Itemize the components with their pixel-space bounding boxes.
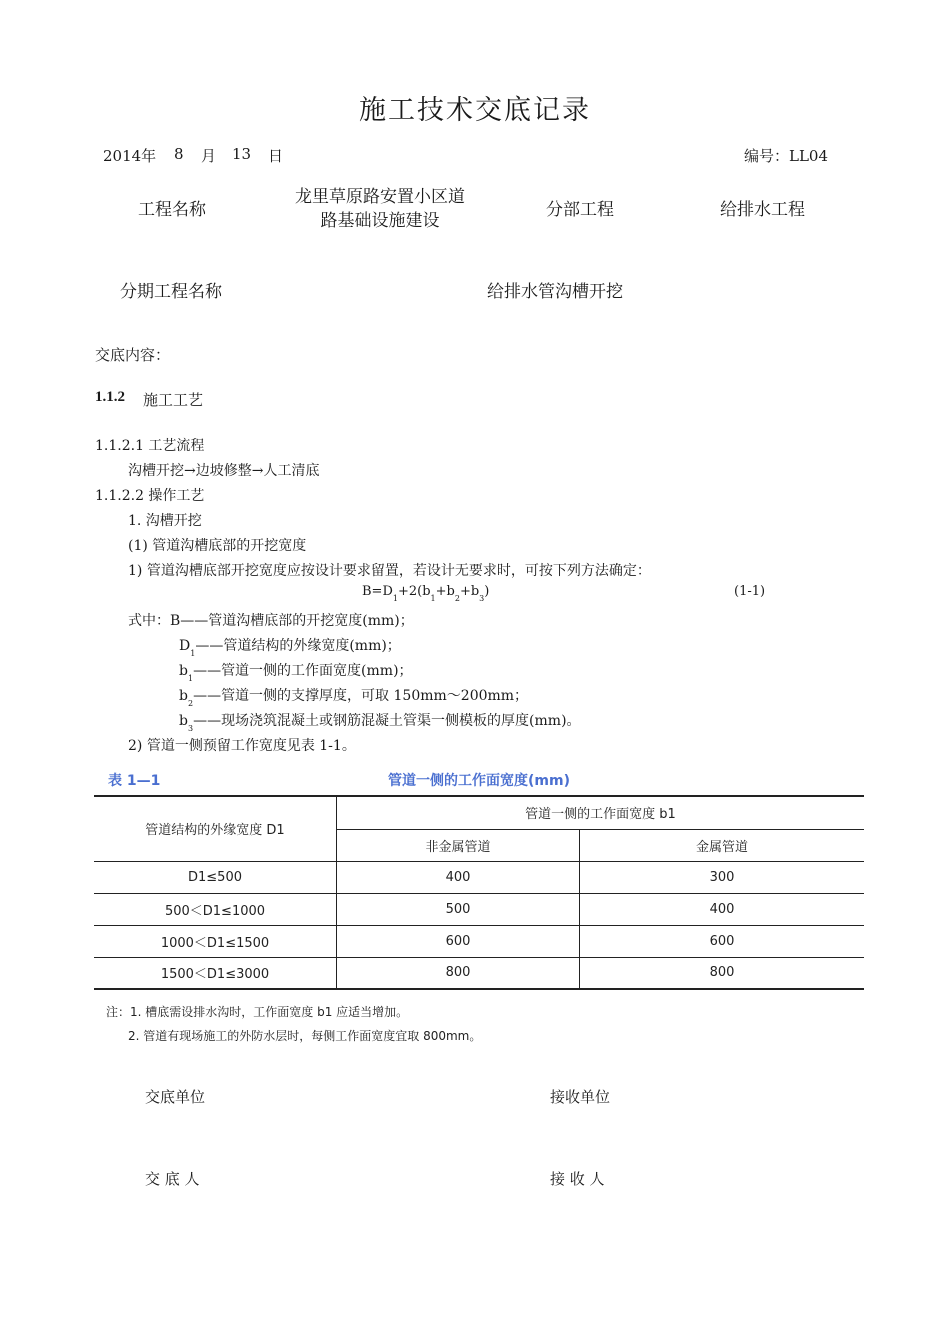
process-flow-text: 沟槽开挖→边坡修整→人工清底 <box>128 463 320 479</box>
table-reference: 2) 管道一侧预留工作宽度见表 1-1。 <box>128 738 356 754</box>
sub-project-value: 给排水工程 <box>720 200 805 220</box>
col-metal: 金属管道 <box>580 829 865 861</box>
date-year: 2014年 <box>103 147 157 165</box>
serial-number: 编号：LL04 <box>744 147 829 165</box>
cell-range: 1000＜D1≤1500 <box>94 925 337 957</box>
phase-name-value: 给排水管沟槽开挖 <box>487 282 623 302</box>
cell-range: D1≤500 <box>94 861 337 893</box>
trench-excavation: 1. 沟槽开挖 <box>128 513 202 529</box>
def-b2: $b_2——$管道一侧的支撑厚度，可取 150mm～200mm； <box>179 688 529 708</box>
table-caption: 管道一侧的工作面宽度(mm) <box>388 773 570 789</box>
receiving-person-label: 接 收 人 <box>550 1170 605 1188</box>
cell-metal: 300 <box>580 861 865 893</box>
project-name-line1: 龙里草原路安置小区道 <box>295 187 465 207</box>
def-b1: $b_1——$管道一侧的工作面宽度(mm)； <box>179 663 413 683</box>
table-note-2: 2. 管道有现场施工的外防水层时，每侧工作面宽度宜取 800mm。 <box>128 1029 482 1043</box>
table-row <box>94 957 864 989</box>
cell-nonmetal: 800 <box>337 957 580 989</box>
col-work-width-group: 管道一侧的工作面宽度 b1 <box>337 797 865 829</box>
process-flow-heading: 1.1.2.1 工艺流程 <box>95 438 205 454</box>
work-width-table <box>94 761 864 1047</box>
cell-range: 500＜D1≤1000 <box>94 893 337 925</box>
project-name-label: 工程名称 <box>138 200 206 220</box>
phase-name-label: 分期工程名称 <box>120 282 222 302</box>
table-header-bar <box>94 761 864 797</box>
table-row <box>94 861 864 893</box>
col-nonmetal: 非金属管道 <box>337 829 580 861</box>
cell-range: 1500＜D1≤3000 <box>94 957 337 989</box>
cell-nonmetal: 600 <box>337 925 580 957</box>
cell-metal: 800 <box>580 957 865 989</box>
trench-width-text: 1) 管道沟槽底部开挖宽度应按设计要求留置，若设计无要求时，可按下列方法确定： <box>128 563 651 579</box>
table-row <box>94 925 864 957</box>
date-day-unit: 日 <box>268 147 284 165</box>
project-name-line2: 路基础设施建设 <box>320 211 440 231</box>
def-d1: $D_1——$管道结构的外缘宽度(mm)； <box>179 638 401 658</box>
handover-unit-label: 交底单位 <box>145 1088 206 1106</box>
table-note-1: 注：1. 槽底需设排水沟时，工作面宽度 b1 应适当增加。 <box>106 1005 409 1019</box>
formula: $B=D_1+2(b_1+b_2+b_3)$ <box>362 584 490 603</box>
trench-width-heading: (1) 管道沟槽底部的开挖宽度 <box>128 538 307 554</box>
handover-person-label: 交 底 人 <box>145 1170 200 1188</box>
cell-nonmetal: 400 <box>337 861 580 893</box>
table-number: 表 1—1 <box>108 773 161 789</box>
table-row <box>94 893 864 925</box>
sub-project-label: 分部工程 <box>546 200 614 220</box>
date-day: 13 <box>232 145 252 163</box>
table-grid <box>94 797 864 990</box>
date-month-unit: 月 <box>201 147 217 165</box>
col-outer-width: 管道结构的外缘宽度 D1 <box>94 797 337 861</box>
document-title: 施工技术交底记录 <box>359 95 591 126</box>
cell-metal: 600 <box>580 925 865 957</box>
date-month: 8 <box>174 145 184 163</box>
operation-heading: 1.1.2.2 操作工艺 <box>95 488 205 504</box>
section-title: 施工工艺 <box>143 391 204 409</box>
formula-number: (1-1) <box>734 584 766 599</box>
content-heading: 交底内容： <box>95 346 171 364</box>
receiving-unit-label: 接收单位 <box>550 1088 611 1106</box>
cell-metal: 400 <box>580 893 865 925</box>
section-number: 1.1.2 <box>95 389 125 405</box>
formula-where: 式中：B——管道沟槽底部的开挖宽度(mm)； <box>128 613 414 629</box>
def-b3: $b_3——$现场浇筑混凝土或钢筋混凝土管渠一侧模板的厚度(mm)。 <box>179 713 581 733</box>
cell-nonmetal: 500 <box>337 893 580 925</box>
